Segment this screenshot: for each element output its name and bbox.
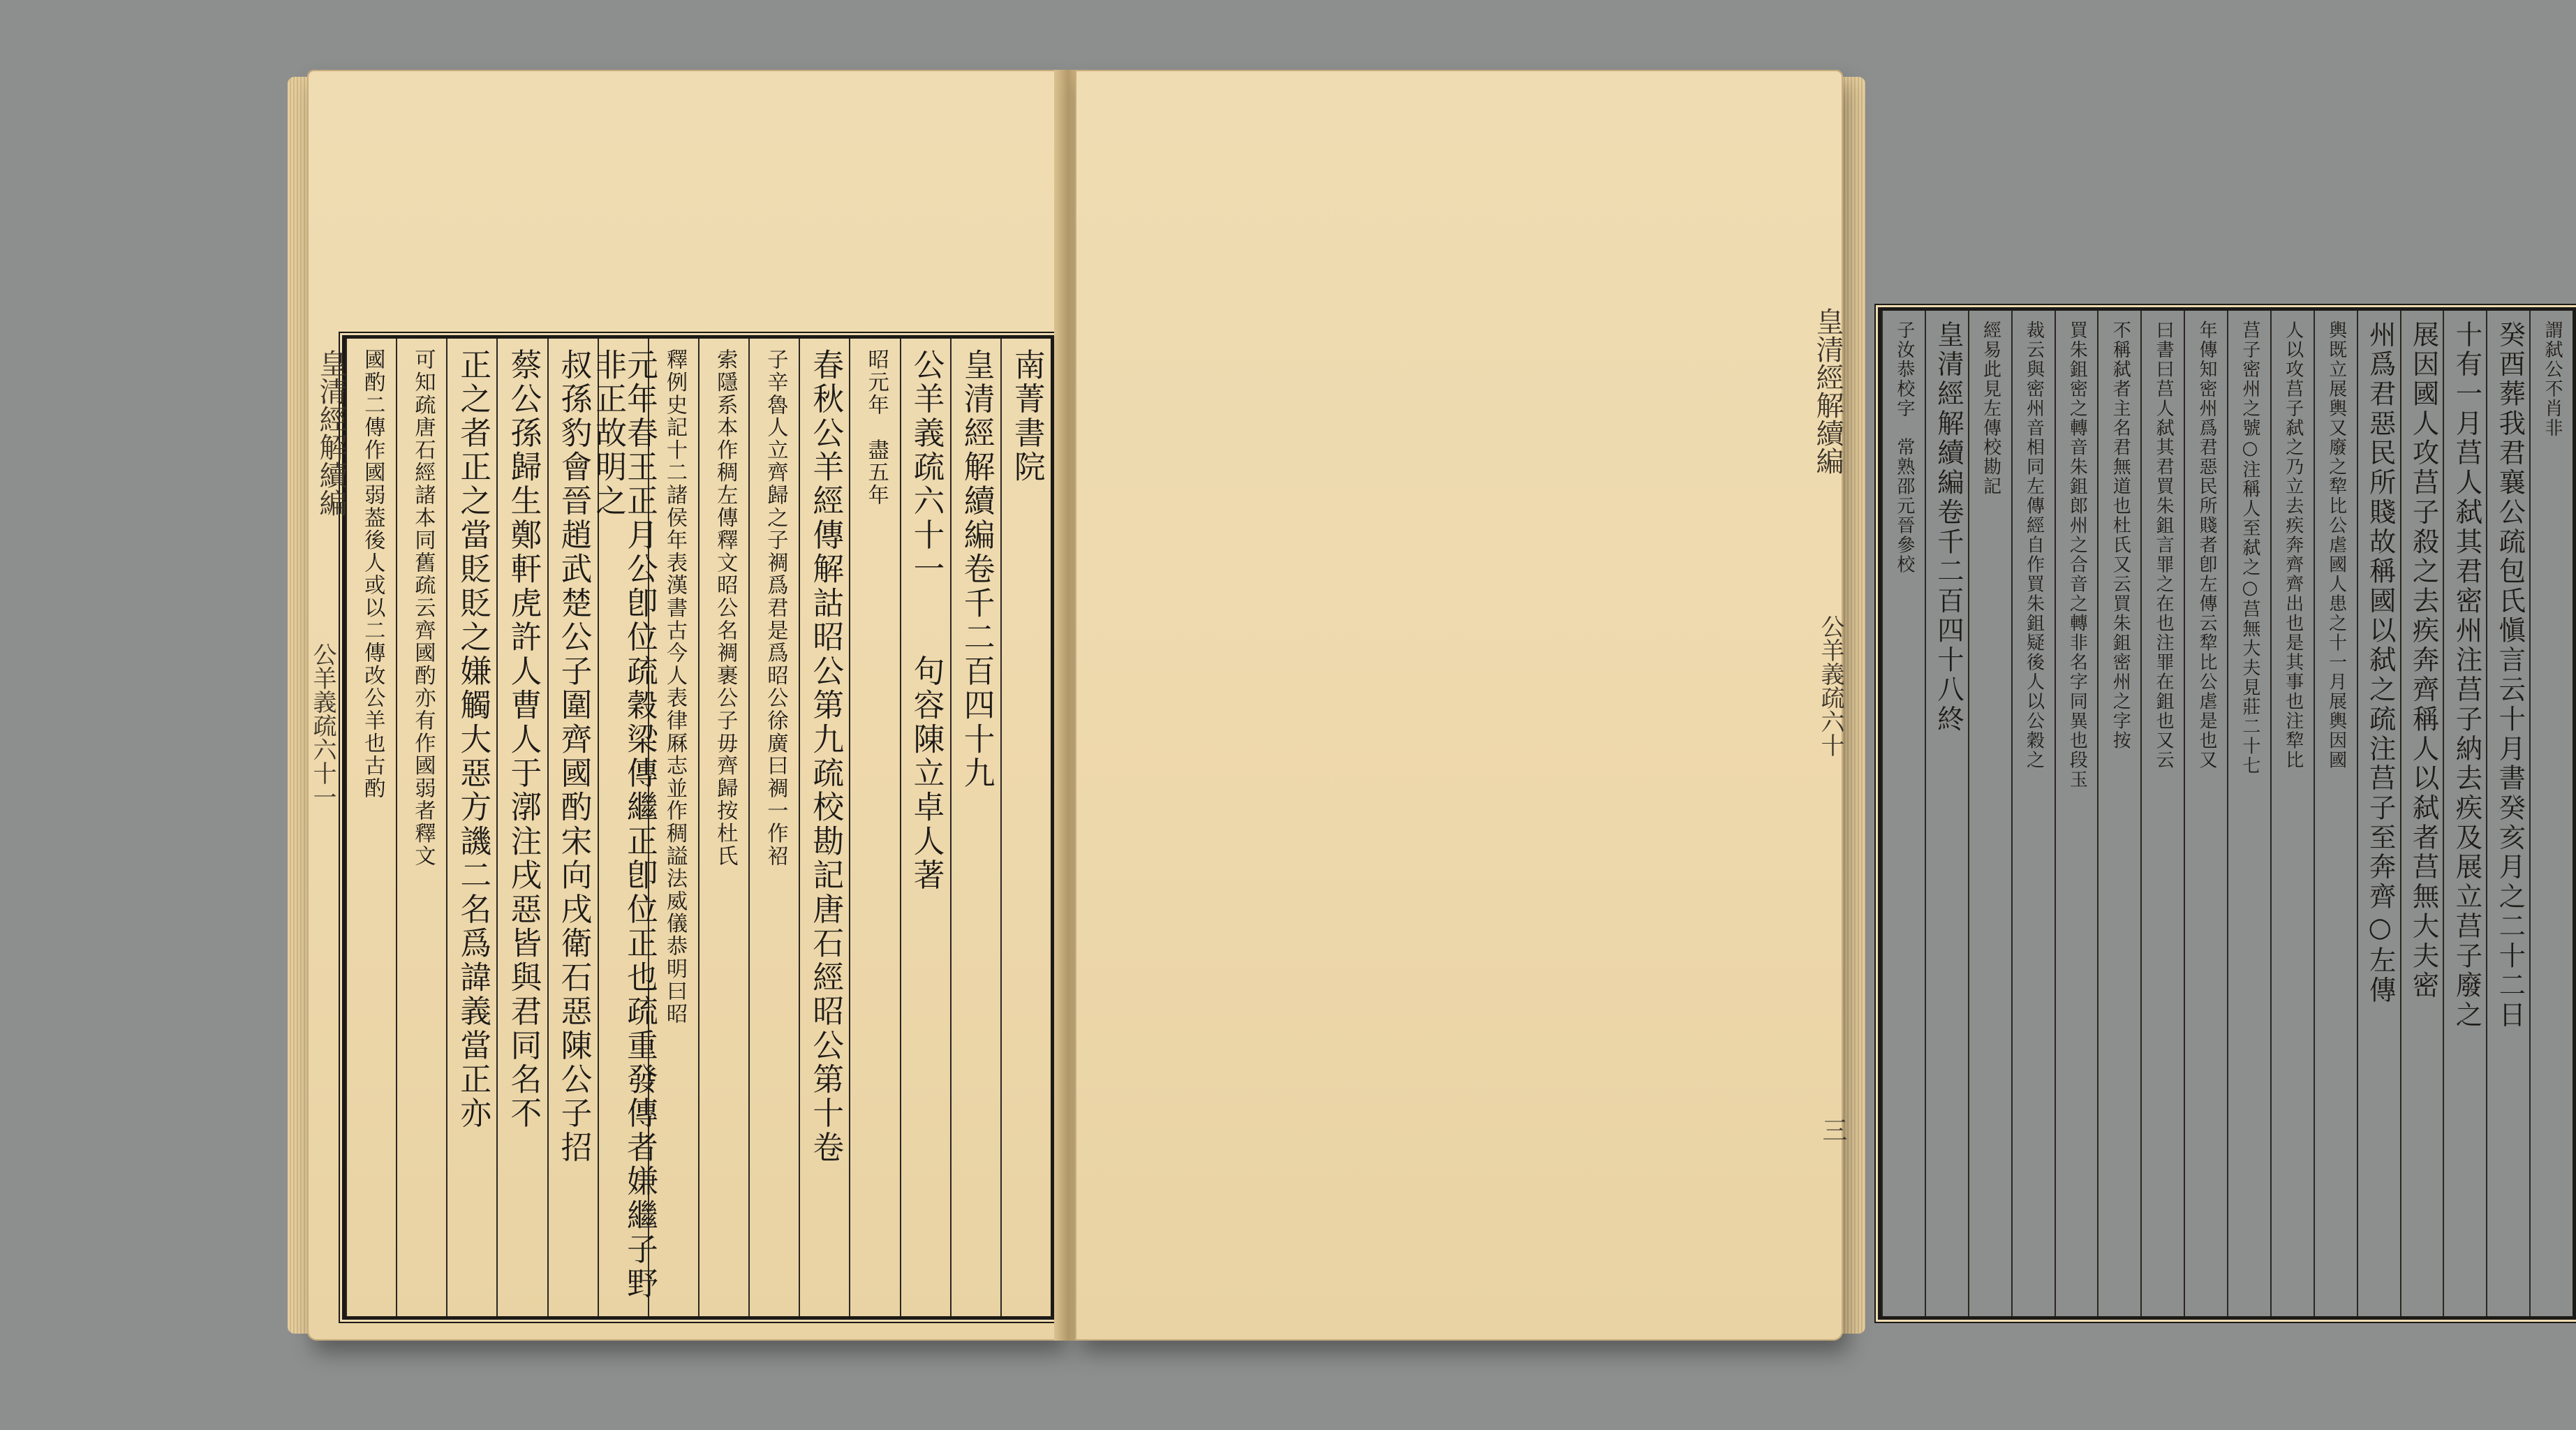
column-text: 國酌二傳作國弱葢後人或以二傳改公羊也古酌 — [360, 348, 385, 799]
left-margin-label: 皇清經解續編 — [315, 349, 347, 517]
column-text: 元年春王正月公卽位疏穀梁傳繼正卽位正也疏重發傳者嫌繼子野非正故明之 — [590, 348, 659, 1302]
column-text: 莒子密州之號○注稱人至弑之○莒無大夫見莊二十七 — [2239, 320, 2260, 776]
column-text: 南菁書院 — [1009, 348, 1046, 485]
right-page-text-column — [2400, 311, 2445, 1316]
column-text: 裁云與密州音相同左傳經自作買朱鉏疑後人以公穀之 — [2023, 320, 2045, 770]
left-page-text-column — [1000, 339, 1052, 1316]
left-page-text-column — [849, 339, 901, 1316]
column-text: 叔孫豹會晉趙武楚公子圍齊國酌宋向戌衛石惡陳公子招 — [556, 348, 593, 1165]
column-text: 謂弑公不肖非 — [2542, 320, 2563, 438]
right-page-text-column — [2011, 311, 2056, 1316]
right-page-text-column — [1968, 311, 2013, 1316]
left-page-text-column — [590, 339, 659, 1316]
column-text: 癸酉葬我君襄公疏包氏愼言云十月書癸亥月之二十二日 — [2494, 320, 2526, 1031]
left-page-text-column — [446, 339, 498, 1316]
open-book — [307, 70, 2563, 1383]
column-text: 皇清經解續編卷千二百四十九 — [958, 348, 996, 791]
right-page-text-column — [2529, 311, 2574, 1316]
right-page-frame — [1878, 307, 2576, 1320]
column-text: 春秋公羊經傳解詁昭公第九疏校勘記唐石經昭公第十卷 — [807, 348, 845, 1165]
column-text: 年傳知密州爲君惡民所賤者卽左傳云犂比公虐是也又 — [2196, 320, 2218, 770]
column-text: 正之者正之當貶貶之嫌觸大惡方譏二名爲諱義當正亦 — [454, 348, 492, 1131]
right-margin-label: 皇清經解續編 — [1812, 307, 1844, 475]
column-text: 輿既立展輿又廢之犂比公虐國人患之十一月展輿因國 — [2325, 320, 2347, 770]
column-text: 公羊義疏六十一 句容陳立卓人著 — [908, 348, 945, 893]
column-text: 展因國人攻莒子殺之去疾奔齊稱人以弑者莒無大夫密 — [2407, 320, 2439, 1001]
column-text: 子汝恭校字 常熟邵元晉參校 — [1893, 320, 1915, 575]
column-text: 蔡公孫歸生鄭軒虎許人曹人于漷注戌惡皆與君同名不 — [505, 348, 542, 1131]
column-text: 子辛魯人立齊歸之子裯爲君是爲昭公徐廣曰裯一作袑 — [763, 348, 788, 867]
left-page-text-column — [950, 339, 1002, 1316]
left-page-text-column — [698, 339, 750, 1316]
right-page-number: 三 — [1819, 1117, 1847, 1142]
left-page — [307, 70, 1061, 1341]
column-text: 曰書曰莒人弑其君買朱鉏言罪之在也注罪在鉏也又云 — [2153, 320, 2175, 770]
right-page-text-column — [2357, 311, 2401, 1316]
column-text: 可知疏唐石經諸本同舊疏云齊國酌亦有作國弱者釋文 — [410, 348, 436, 867]
column-text: 人以攻莒子弑之乃立去疾奔齊齊出也是其事也注犂比 — [2282, 320, 2304, 770]
right-page-text-column — [2314, 311, 2358, 1316]
column-text: 皇清經解續編卷千二百四十八終 — [1932, 320, 1964, 735]
left-page-text-column — [748, 339, 800, 1316]
right-page — [1075, 70, 2563, 1341]
left-page-text-column — [346, 339, 397, 1316]
right-page-text-column — [2140, 311, 2185, 1316]
right-margin-sub: 公羊義疏六十 — [1816, 614, 1844, 757]
right-page-text-column — [2097, 311, 2142, 1316]
left-page-frame — [342, 335, 1054, 1320]
column-text: 十有一月莒人弑其君密州注莒子納去疾及展立莒子廢之 — [2450, 320, 2482, 1031]
left-page-text-column — [496, 339, 548, 1316]
right-page-text-column — [2055, 311, 2099, 1316]
right-page-text-column — [2486, 311, 2531, 1316]
right-page-text-column — [2270, 311, 2315, 1316]
column-text: 昭元年 盡五年 — [864, 348, 889, 507]
left-page-text-column — [396, 339, 447, 1316]
column-text: 不稱弑者主名君無道也杜氏又云買朱鉏密州之字按 — [2110, 320, 2131, 751]
right-page-text-column — [1925, 311, 1969, 1316]
column-text: 買朱鉏密之轉音朱鉏郎州之合音之轉非名字同異也段玉 — [2066, 320, 2088, 790]
left-page-text-column — [799, 339, 850, 1316]
column-text: 州爲君惡民所賤故稱國以弑之疏注莒子至奔齊○左傳 — [2364, 320, 2396, 1005]
left-page-text-column — [900, 339, 952, 1316]
column-text: 釋例史記十二諸侯年表漢書古今人表律厤志並作稠謚法威儀恭明曰昭 — [662, 348, 688, 1025]
left-margin-sub: 公羊義疏六十一 — [309, 642, 336, 809]
right-page-text-column — [1881, 311, 1926, 1316]
left-page-text-column — [547, 339, 599, 1316]
column-text: 經易此見左傳校勘記 — [1980, 320, 2001, 496]
column-text: 索隱系本作稠左傳釋文昭公名裯裹公子毋齊歸按杜氏 — [713, 348, 738, 867]
right-page-text-column — [2184, 311, 2228, 1316]
right-page-text-column — [2227, 311, 2272, 1316]
right-page-text-column — [2443, 311, 2487, 1316]
